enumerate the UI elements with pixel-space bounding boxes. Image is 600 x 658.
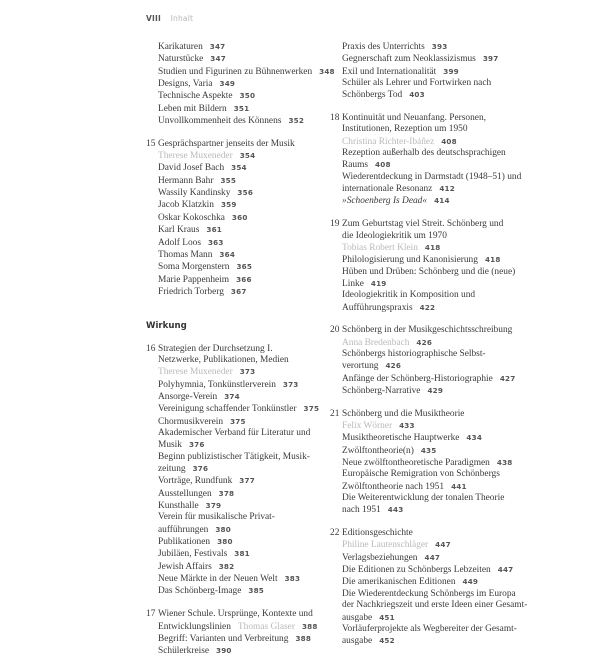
toc-entry[interactable]: Studien und Figurinen zu Bühnenwerken 348 bbox=[158, 66, 335, 77]
toc-entry[interactable]: Technische Aspekte 350 bbox=[158, 91, 256, 102]
toc-entry-cont[interactable]: der Nachkriegszeit und erste Ideen einer Gesamt- bbox=[342, 600, 528, 611]
toc-entry[interactable]: David Josef Bach 354 bbox=[158, 163, 247, 174]
toc-entry[interactable]: Die amerikanischen Editionen 449 bbox=[342, 577, 479, 588]
toc-entry[interactable]: Chormusikverein 375 bbox=[158, 416, 246, 427]
toc-entry[interactable]: Neue zwölftontheoretische Paradigmen 438 bbox=[342, 458, 513, 469]
chapter-18-title-cont[interactable]: Institutionen, Rezeption um 1950 bbox=[342, 124, 468, 135]
toc-entry-cont[interactable]: zeitung 376 bbox=[158, 464, 209, 475]
toc-entry-cont[interactable]: nach 1951 443 bbox=[342, 505, 404, 516]
toc-entry[interactable]: Jacob Klatzkin 359 bbox=[158, 200, 237, 211]
toc-entry[interactable]: Jubiläen, Festivals 381 bbox=[158, 549, 250, 560]
chapter-author: Therese Muxeneder 354 bbox=[158, 151, 256, 162]
toc-entry-cont[interactable]: Zwölftontheorie nach 1951 441 bbox=[342, 481, 467, 492]
chapter-author: Felix Wörner 433 bbox=[342, 421, 415, 431]
toc-entry[interactable]: Praxis des Unterrichts 393 bbox=[342, 42, 448, 52]
running-title: Inhalt bbox=[170, 14, 194, 23]
toc-entry[interactable]: Soma Morgenstern 365 bbox=[158, 262, 253, 273]
toc-entry-cont[interactable]: Schönbergs Tod 403 bbox=[342, 90, 425, 101]
toc-entry[interactable]: Polyhymnia, Tonkünstlerverein 373 bbox=[158, 379, 299, 390]
toc-entry[interactable]: Exil und Internationalität 399 bbox=[342, 66, 459, 77]
chapter-19-title[interactable]: 19 Zum Geburtstag viel Streit. Schönberg und bbox=[330, 219, 504, 230]
toc-entry[interactable]: Die Wiederentdeckung Schönbergs im Europa bbox=[342, 588, 516, 599]
toc-entry-cont[interactable]: Raums 408 bbox=[342, 160, 391, 171]
toc-entry[interactable]: Wiederentdeckung in Darmstadt (1948–51) und bbox=[342, 171, 522, 182]
chapter-author: Thomas Glaser bbox=[237, 621, 295, 632]
chapter-15-title[interactable]: 15 Gesprächspartner jenseits der Musik bbox=[146, 138, 295, 149]
chapter-22-title[interactable]: 22 Editionsgeschichte bbox=[330, 528, 413, 539]
toc-entry[interactable]: Vorläuferprojekte als Wegbereiter der Gesamt- bbox=[342, 623, 517, 634]
toc-entry[interactable]: Jewish Affairs 382 bbox=[158, 561, 235, 572]
toc-entry[interactable]: Ausstellungen 378 bbox=[158, 488, 235, 499]
toc-entry[interactable]: Kunsthalle 379 bbox=[158, 501, 222, 512]
toc-entry-cont[interactable]: ausgabe 451 bbox=[342, 612, 395, 623]
toc-entry[interactable]: Publikationen 380 bbox=[158, 537, 233, 548]
chapter-17-title-cont[interactable]: Entwicklungslinien Thomas Glaser 388 bbox=[158, 621, 318, 632]
toc-entry-cont[interactable]: aufführungen 380 bbox=[158, 524, 231, 535]
toc-entry[interactable]: Karikaturen 347 bbox=[158, 42, 226, 52]
chapter-author: Tobias Robert Klein 418 bbox=[342, 242, 441, 253]
toc-right-column bbox=[330, 41, 528, 648]
toc-entry-cont[interactable]: verortung 426 bbox=[342, 361, 402, 372]
toc-entry[interactable]: Das Schönberg-Image 385 bbox=[158, 586, 265, 597]
toc-entry[interactable]: Anfänge der Schönberg-Historiographie 427 bbox=[342, 373, 516, 384]
toc-entry-cont[interactable]: Aufführungspraxis 422 bbox=[342, 302, 436, 313]
chapter-16-title-cont[interactable]: Netzwerke, Publikationen, Medien bbox=[158, 354, 289, 365]
toc-entry[interactable]: Ansorge-Verein 374 bbox=[158, 391, 240, 402]
toc-entry[interactable]: Akademischer Verband für Literatur und bbox=[158, 428, 311, 438]
toc-entry[interactable]: Marie Pappenheim 366 bbox=[158, 274, 252, 285]
chapter-20-title[interactable]: 20 Schönberg in der Musikgeschichtsschreibung bbox=[330, 325, 513, 336]
toc-entry[interactable]: Schönbergs historiographische Selbst- bbox=[342, 348, 486, 359]
page-folio: VIII bbox=[146, 14, 161, 23]
running-head bbox=[146, 14, 193, 23]
toc-entry[interactable]: Hermann Bahr 355 bbox=[158, 175, 237, 186]
toc-entry[interactable]: Naturstücke 347 bbox=[158, 54, 226, 65]
toc-entry[interactable]: Schönberg-Narrative 429 bbox=[342, 385, 444, 396]
chapter-19-title-cont[interactable]: die Ideologiekritik um 1970 bbox=[342, 230, 447, 241]
toc-entry[interactable]: Schülerkreise 390 bbox=[158, 646, 232, 657]
toc-entry[interactable]: Hüben und Drüben: Schönberg und die (neue) bbox=[342, 266, 516, 277]
chapter-author: Christina Richter-Ibáñez 408 bbox=[342, 136, 457, 147]
toc-entry[interactable]: »Schoenberg Is Dead« 414 bbox=[342, 196, 450, 207]
toc-entry[interactable]: Die Editionen zu Schönbergs Lebzeiten 447 bbox=[342, 565, 514, 576]
chapter-author: Philine Lautenschläger 447 bbox=[342, 540, 451, 551]
toc-entry[interactable]: Europäische Remigration von Schönbergs bbox=[342, 469, 500, 480]
toc-entry[interactable]: Adolf Loos 363 bbox=[158, 237, 224, 248]
toc-entry-cont[interactable]: Linke 419 bbox=[342, 278, 387, 289]
toc-entry[interactable]: Leben mit Bildern 351 bbox=[158, 103, 250, 114]
toc-entry[interactable]: Designs, Varia 349 bbox=[158, 79, 236, 90]
toc-entry-cont[interactable]: ausgabe 452 bbox=[342, 636, 395, 647]
chapter-21-title[interactable]: 21 Schönberg und die Musiktheorie bbox=[330, 408, 465, 419]
toc-entry[interactable]: Philologisierung und Kanonisierung 418 bbox=[342, 255, 501, 266]
toc-entry-cont[interactable]: Musik 376 bbox=[158, 440, 205, 451]
toc-entry-cont[interactable]: internationale Resonanz 412 bbox=[342, 184, 455, 195]
toc-entry[interactable]: Neue Märkte in der Neuen Welt 383 bbox=[158, 574, 301, 585]
toc-entry[interactable]: Thomas Mann 364 bbox=[158, 249, 236, 260]
toc-entry[interactable]: Wassily Kandinsky 356 bbox=[158, 188, 254, 199]
toc-entry[interactable]: Oskar Kokoschka 360 bbox=[158, 212, 248, 223]
toc-entry[interactable]: Begriff: Varianten und Verbreitung 388 bbox=[158, 633, 312, 644]
toc-entry[interactable]: Schüler als Lehrer und Fortwirken nach bbox=[342, 78, 492, 89]
toc-entry[interactable]: Musiktheoretische Hauptwerke 434 bbox=[342, 433, 483, 444]
toc-entry[interactable]: Vorträge, Rundfunk 377 bbox=[158, 476, 255, 487]
chapter-18-title[interactable]: 18 Kontinuität und Neuanfang. Personen, bbox=[330, 113, 486, 124]
chapter-author: Anna Bredenbach 426 bbox=[342, 337, 433, 348]
chapter-17-title[interactable]: 17 Wiener Schule. Ursprünge, Kontexte und bbox=[146, 609, 313, 620]
part-heading: Wirkung bbox=[146, 320, 187, 331]
toc-entry[interactable]: Friedrich Torberg 367 bbox=[158, 286, 247, 297]
toc-entry[interactable]: Die Weiterentwicklung der tonalen Theorie bbox=[342, 493, 505, 504]
toc-entry[interactable]: Vereinigung schaffender Tonkünstler 375 bbox=[158, 404, 320, 415]
toc-entry[interactable]: Ideologiekritik in Komposition und bbox=[342, 290, 476, 301]
toc-entry[interactable]: Beginn publizistischer Tätigkeit, Musik- bbox=[158, 451, 310, 462]
toc-entry[interactable]: Gegnerschaft zum Neoklassizismus 397 bbox=[342, 54, 499, 65]
toc-entry[interactable]: Verein für musikalische Privat- bbox=[158, 512, 275, 523]
toc-entry[interactable]: Unvollkommenheit des Könnens 352 bbox=[158, 116, 305, 127]
toc-entry[interactable]: Verlagsbeziehungen 447 bbox=[342, 552, 441, 563]
toc-left-column bbox=[146, 41, 335, 658]
chapter-author: Therese Muxeneder 373 bbox=[158, 367, 256, 378]
toc-entry[interactable]: Zwölftontheorie(n) 435 bbox=[342, 445, 437, 456]
toc-entry[interactable]: Karl Kraus 361 bbox=[158, 225, 223, 236]
chapter-16-title[interactable]: 16 Strategien der Durchsetzung I. bbox=[146, 343, 273, 354]
toc-entry[interactable]: Rezeption außerhalb des deutschsprachigen bbox=[342, 148, 506, 159]
